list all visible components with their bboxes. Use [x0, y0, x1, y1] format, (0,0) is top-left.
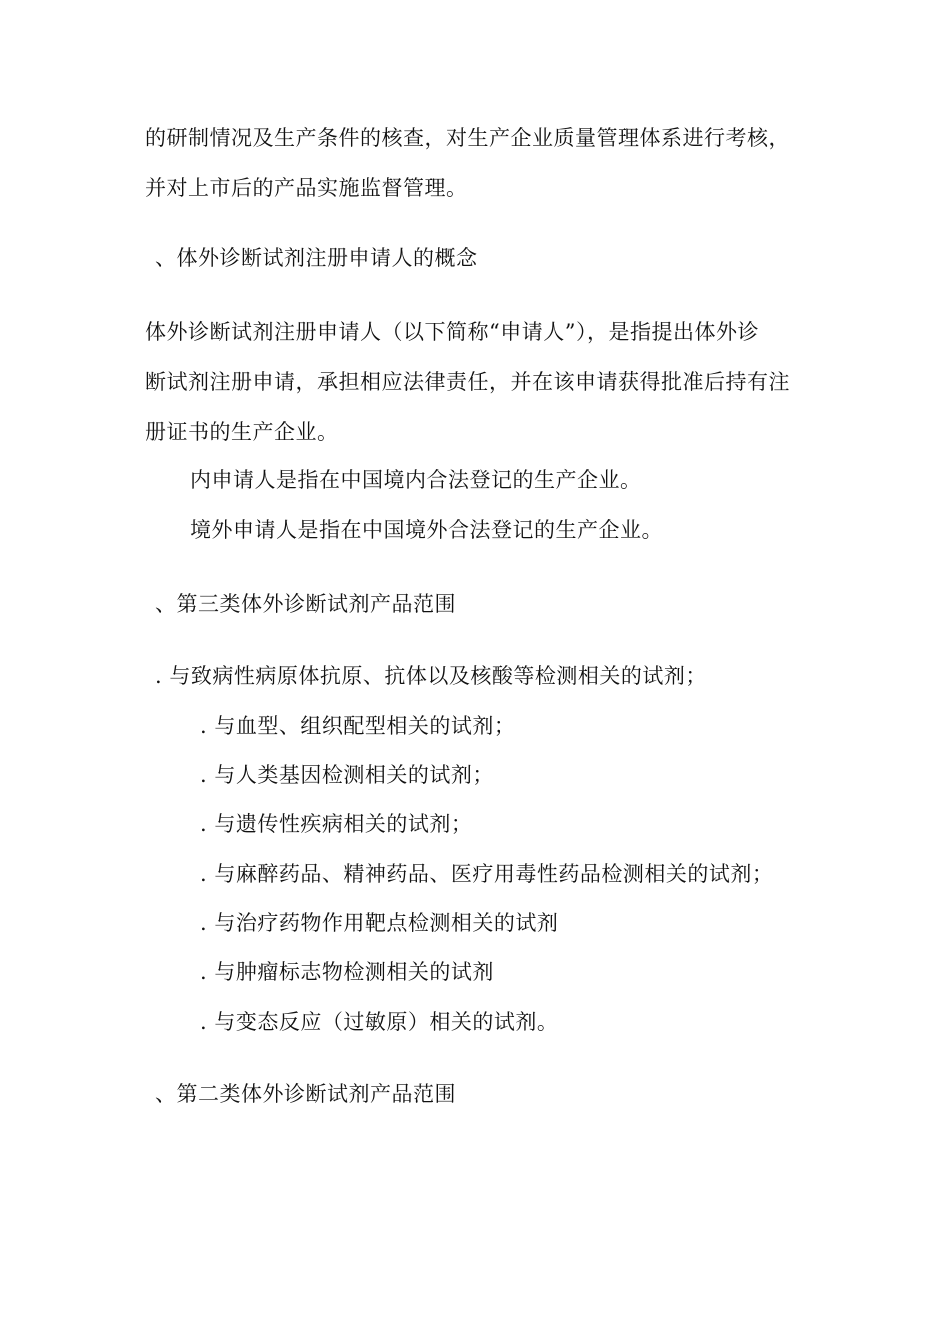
class3-item-2: . 与血型、组织配型相关的试剂； [200, 714, 516, 738]
applicant-line-3: 册证书的生产企业。 [145, 420, 339, 444]
class3-item-5: . 与麻醉药品、精神药品、医疗用毒性药品检测相关的试剂； [200, 862, 774, 886]
foreign-applicant-text: 境外申请人是指在中国境外合法登记的生产企业。 [190, 518, 663, 542]
applicant-line-1: 体外诊断试剂注册申请人（以下简称“申请人”），是指提出体外诊 [145, 320, 759, 344]
class3-item-4: . 与遗传性疾病相关的试剂； [200, 812, 473, 836]
heading-class2-scope: 、第二类体外诊断试剂产品范围 [155, 1082, 456, 1106]
heading-applicant-concept: 、体外诊断试剂注册申请人的概念 [155, 246, 478, 270]
domestic-applicant-text: 内申请人是指在中国境内合法登记的生产企业。 [190, 468, 642, 492]
class3-item-1: . 与致病性病原体抗原、抗体以及核酸等检测相关的试剂； [155, 664, 707, 688]
class3-item-7: . 与肿瘤标志物检测相关的试剂 [200, 960, 494, 984]
intro-line-2: 并对上市后的产品实施监督管理。 [145, 176, 468, 200]
heading-class3-scope: 、第三类体外诊断试剂产品范围 [155, 592, 456, 616]
class3-item-6: . 与治疗药物作用靶点检测相关的试剂 [200, 911, 559, 935]
class3-item-3: . 与人类基因检测相关的试剂； [200, 763, 494, 787]
intro-line-1: 的研制情况及生产条件的核查，对生产企业质量管理体系进行考核， [145, 126, 790, 150]
class3-item-8: . 与变态反应（过敏原）相关的试剂。 [200, 1010, 559, 1034]
applicant-line-2: 断试剂注册申请，承担相应法律责任，并在该申请获得批准后持有注 [145, 370, 790, 394]
